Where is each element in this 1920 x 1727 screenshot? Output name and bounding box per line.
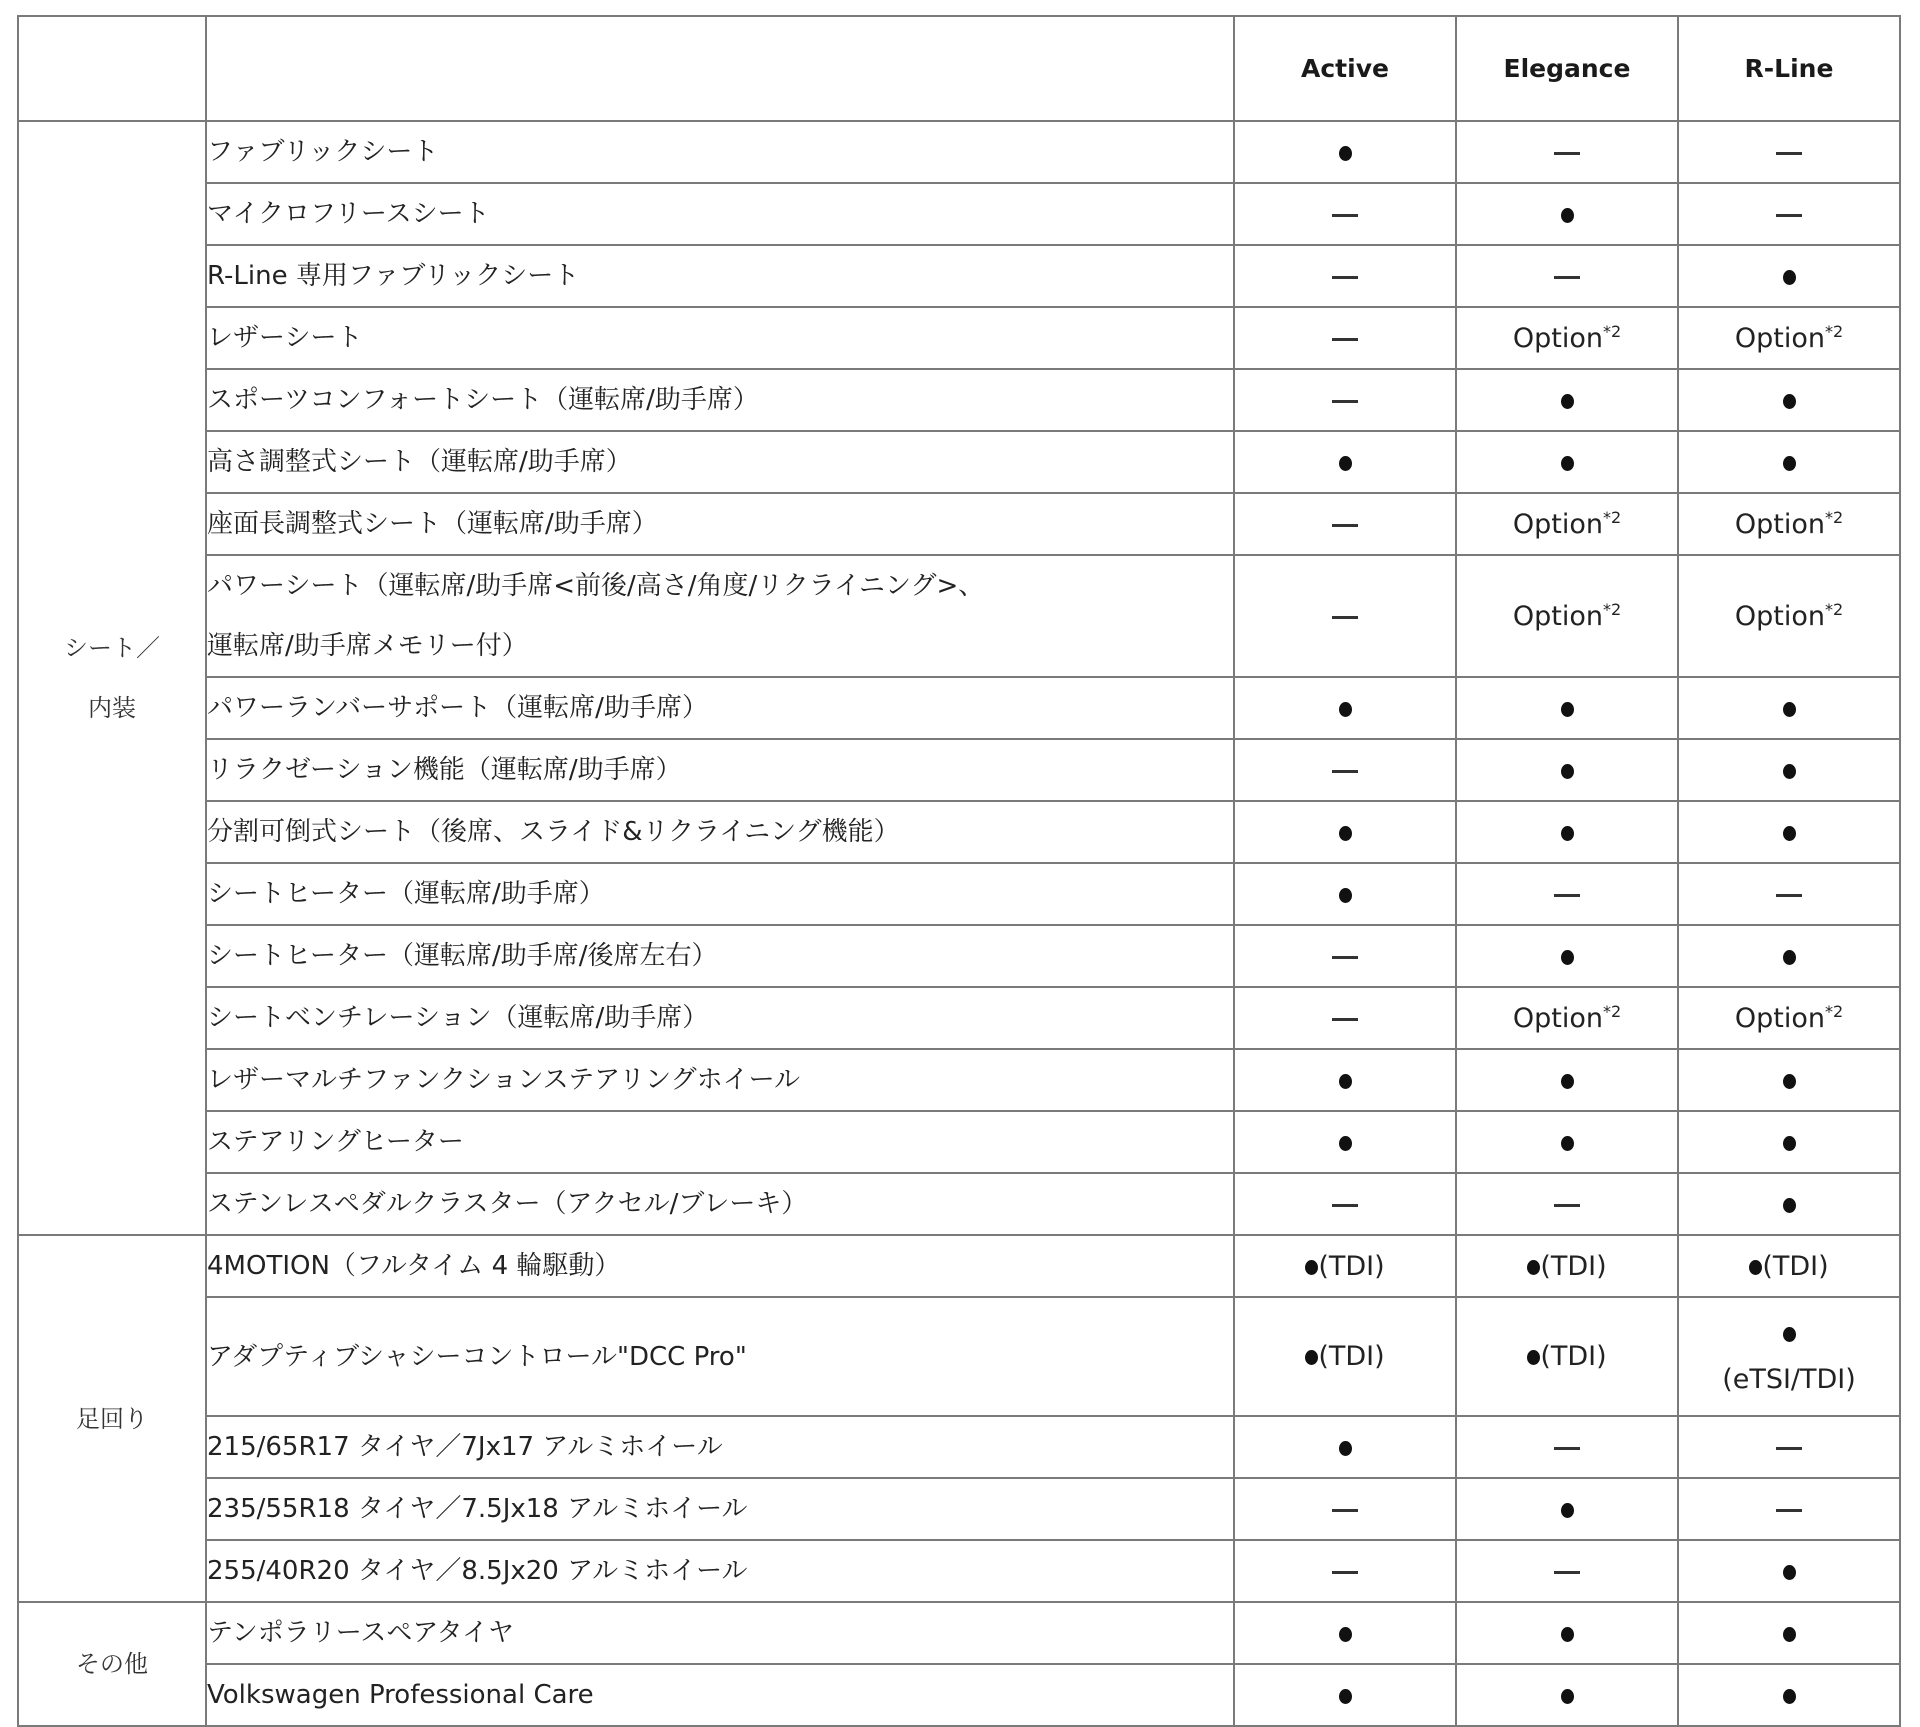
standard-dot-icon	[1561, 764, 1574, 779]
table-row	[18, 739, 1900, 801]
standard-dot-icon	[1783, 764, 1796, 779]
feature-name: 座面長調整式シート（運転席/助手席）	[207, 509, 658, 539]
grade-header-r-line: R-Line	[1678, 16, 1900, 121]
standard-dot-icon	[1561, 1689, 1574, 1704]
table-row	[18, 493, 1900, 555]
feature-name: シートヒーター（運転席/助手席）	[207, 879, 605, 909]
not-available-dash-icon	[1776, 214, 1802, 217]
value-cell-elegance	[1456, 1478, 1678, 1540]
standard-dot-icon	[1339, 826, 1352, 841]
value-cell-r-line	[1678, 1602, 1900, 1664]
table-row	[18, 1540, 1900, 1602]
value-cell-elegance	[1456, 801, 1678, 863]
category-label-line: 足回り	[76, 1404, 148, 1433]
option-label: Option$^{*2}$	[1734, 508, 1844, 540]
value-cell-active	[1234, 245, 1456, 307]
feature-name: レザーシート	[207, 323, 363, 353]
feature-name: 255/40R20 タイヤ／8.5Jx20 アルミホイール	[207, 1556, 748, 1586]
standard-dot-icon	[1783, 456, 1796, 471]
standard-dot-icon	[1783, 1689, 1796, 1704]
footnote-marker: *2	[1602, 1002, 1622, 1021]
footnote-marker: *2	[1602, 322, 1622, 341]
feature-name-cell	[206, 925, 1234, 987]
table-row	[18, 925, 1900, 987]
standard-dot-icon	[1561, 456, 1574, 471]
standard-dot-icon	[1561, 1503, 1574, 1518]
not-available-dash-icon	[1776, 1509, 1802, 1512]
value-cell-active	[1234, 987, 1456, 1049]
table-row	[18, 1111, 1900, 1173]
feature-name-cell	[206, 1602, 1234, 1664]
standard-dot-icon	[1339, 1627, 1352, 1642]
value-cell-active	[1234, 801, 1456, 863]
category-cell	[18, 1235, 206, 1602]
option-label: Option$^{*2}$	[1734, 1002, 1844, 1034]
value-cell-active	[1234, 1478, 1456, 1540]
engine-note: (TDI)	[1318, 1341, 1385, 1372]
value-cell-elegance	[1456, 987, 1678, 1049]
table-row	[18, 307, 1900, 369]
feature-name: シートヒーター（運転席/助手席/後席左右）	[207, 941, 718, 971]
value-cell-active	[1234, 121, 1456, 183]
feature-name-cell	[206, 245, 1234, 307]
not-available-dash-icon	[1332, 276, 1358, 279]
table-row	[18, 1173, 1900, 1235]
standard-dot-icon	[1561, 1136, 1574, 1151]
footnote-marker: *2	[1824, 508, 1844, 527]
header-row	[18, 16, 1900, 121]
value-cell-elegance	[1456, 1540, 1678, 1602]
feature-name-cell	[206, 1478, 1234, 1540]
table-row	[18, 1416, 1900, 1478]
not-available-dash-icon	[1332, 214, 1358, 217]
table-row	[18, 801, 1900, 863]
feature-name-line2: 運転席/助手席メモリー付）	[207, 631, 528, 661]
standard-dot-icon	[1339, 456, 1352, 471]
option-label: Option$^{*2}$	[1512, 600, 1622, 632]
not-available-dash-icon	[1554, 152, 1580, 155]
value-cell-r-line	[1678, 1297, 1900, 1416]
value-cell-active	[1234, 431, 1456, 493]
value-cell-r-line	[1678, 801, 1900, 863]
standard-dot-icon	[1561, 1627, 1574, 1642]
value-cell-active	[1234, 1173, 1456, 1235]
value-cell-r-line	[1678, 245, 1900, 307]
standard-dot-icon	[1561, 208, 1574, 223]
value-cell-r-line	[1678, 1664, 1900, 1726]
feature-name-cell	[206, 1540, 1234, 1602]
table-row	[18, 431, 1900, 493]
engine-note: (TDI)	[1318, 1250, 1385, 1282]
feature-name: Volkswagen Professional Care	[207, 1680, 594, 1710]
standard-dot-icon	[1783, 1136, 1796, 1151]
feature-name-cell	[206, 801, 1234, 863]
standard-dot-icon	[1783, 270, 1796, 285]
feature-name-cell	[206, 1664, 1234, 1726]
engine-note: (eTSI/TDI)	[1722, 1363, 1856, 1395]
feature-name-cell	[206, 1235, 1234, 1297]
category-label-line: 内装	[88, 694, 136, 722]
value-cell-r-line	[1678, 863, 1900, 925]
standard-dot-icon	[1339, 1441, 1352, 1456]
not-available-dash-icon	[1554, 1204, 1580, 1207]
standard-dot-icon	[1561, 826, 1574, 841]
value-cell-elegance	[1456, 245, 1678, 307]
feature-name-cell	[206, 493, 1234, 555]
not-available-dash-icon	[1332, 1509, 1358, 1512]
value-cell-active	[1234, 307, 1456, 369]
value-cell-r-line	[1678, 431, 1900, 493]
value-cell-active	[1234, 863, 1456, 925]
feature-name: 4MOTION（フルタイム 4 輪駆動）	[207, 1251, 621, 1281]
value-cell-r-line	[1678, 1416, 1900, 1478]
spec-body	[18, 121, 1900, 1726]
value-cell-elegance	[1456, 1235, 1678, 1297]
table-row	[18, 555, 1900, 677]
equipment-spec-table	[17, 15, 1901, 1727]
feature-name: ファブリックシート	[207, 137, 439, 167]
feature-name: パワーシート（運転席/助手席<前後/高さ/角度/リクライニング>、	[207, 571, 985, 601]
not-available-dash-icon	[1776, 1447, 1802, 1450]
footnote-marker: *2	[1824, 600, 1844, 619]
not-available-dash-icon	[1776, 894, 1802, 897]
option-label: Option$^{*2}$	[1734, 322, 1844, 354]
feature-name-cell	[206, 183, 1234, 245]
value-cell-r-line	[1678, 1540, 1900, 1602]
value-cell-active	[1234, 183, 1456, 245]
footnote-marker: *2	[1824, 1002, 1844, 1021]
feature-name: パワーランバーサポート（運転席/助手席）	[207, 693, 708, 723]
standard-dot-icon	[1561, 1074, 1574, 1089]
grade-header-active: Active	[1234, 16, 1456, 121]
not-available-dash-icon	[1332, 400, 1358, 403]
value-cell-r-line	[1678, 307, 1900, 369]
standard-dot-icon	[1305, 1350, 1318, 1365]
table-row	[18, 369, 1900, 431]
feature-name: シートベンチレーション（運転席/助手席）	[207, 1003, 709, 1033]
feature-name: ステンレスペダルクラスター（アクセル/ブレーキ）	[207, 1189, 808, 1219]
standard-dot-icon	[1527, 1350, 1540, 1365]
value-cell-elegance	[1456, 739, 1678, 801]
not-available-dash-icon	[1554, 1447, 1580, 1450]
value-cell-elegance	[1456, 307, 1678, 369]
value-cell-elegance	[1456, 369, 1678, 431]
value-cell-active	[1234, 677, 1456, 739]
feature-name-cell	[206, 555, 1234, 677]
option-label: Option$^{*2}$	[1512, 322, 1622, 354]
footnote-marker: *2	[1602, 600, 1622, 619]
standard-dot-icon	[1749, 1260, 1762, 1275]
value-cell-r-line	[1678, 987, 1900, 1049]
feature-name-cell	[206, 739, 1234, 801]
value-cell-elegance	[1456, 555, 1678, 677]
feature-name: テンポラリースペアタイヤ	[207, 1618, 515, 1648]
option-label: Option$^{*2}$	[1512, 1002, 1622, 1034]
option-label: Option$^{*2}$	[1734, 600, 1844, 632]
table-row	[18, 1602, 1900, 1664]
not-available-dash-icon	[1554, 276, 1580, 279]
standard-dot-icon	[1339, 702, 1352, 717]
table-row	[18, 863, 1900, 925]
table-row	[18, 1297, 1900, 1416]
value-cell-active	[1234, 925, 1456, 987]
value-cell-elegance	[1456, 121, 1678, 183]
feature-name-cell	[206, 1173, 1234, 1235]
feature-name-cell	[206, 1297, 1234, 1416]
value-cell-active	[1234, 1416, 1456, 1478]
standard-dot-icon	[1783, 702, 1796, 717]
feature-name-cell	[206, 863, 1234, 925]
standard-dot-icon	[1339, 146, 1352, 161]
feature-name: アダプティブシャシーコントロール"DCC Pro"	[207, 1341, 747, 1372]
not-available-dash-icon	[1332, 1018, 1358, 1021]
category-cell	[18, 1602, 206, 1726]
feature-name-cell	[206, 307, 1234, 369]
value-cell-active	[1234, 555, 1456, 677]
value-cell-active	[1234, 1602, 1456, 1664]
feature-name: レザーマルチファンクションステアリングホイール	[207, 1065, 801, 1095]
feature-name: スポーツコンフォートシート（運転席/助手席）	[207, 385, 759, 415]
footnote-marker: *2	[1602, 508, 1622, 527]
value-cell-elegance	[1456, 1416, 1678, 1478]
standard-dot-icon	[1561, 950, 1574, 965]
feature-name: 分割可倒式シート（後席、スライド&リクライニング機能）	[207, 817, 900, 847]
feature-name-cell	[206, 1111, 1234, 1173]
value-cell-active	[1234, 369, 1456, 431]
standard-dot-icon	[1561, 702, 1574, 717]
value-cell-active	[1234, 1297, 1456, 1416]
value-cell-r-line	[1678, 1173, 1900, 1235]
table-row	[18, 183, 1900, 245]
feature-name-cell	[206, 1049, 1234, 1111]
value-cell-elegance	[1456, 1049, 1678, 1111]
value-cell-r-line	[1678, 183, 1900, 245]
standard-dot-icon	[1783, 1074, 1796, 1089]
feature-name: 高さ調整式シート（運転席/助手席）	[207, 447, 632, 477]
feature-name: リラクゼーション機能（運転席/助手席）	[207, 755, 682, 785]
feature-name-cell	[206, 121, 1234, 183]
feature-name-cell	[206, 369, 1234, 431]
feature-name: ステアリングヒーター	[207, 1127, 464, 1157]
value-cell-r-line	[1678, 1049, 1900, 1111]
standard-dot-icon	[1339, 888, 1352, 903]
option-label: Option$^{*2}$	[1512, 508, 1622, 540]
table-row	[18, 987, 1900, 1049]
standard-dot-icon	[1783, 394, 1796, 409]
table-row	[18, 1235, 1900, 1297]
value-cell-r-line	[1678, 121, 1900, 183]
header-category-blank	[18, 16, 206, 121]
feature-name: 235/55R18 タイヤ／7.5Jx18 アルミホイール	[207, 1494, 748, 1524]
value-cell-r-line	[1678, 493, 1900, 555]
value-cell-active	[1234, 1111, 1456, 1173]
engine-note: (TDI)	[1540, 1341, 1607, 1372]
not-available-dash-icon	[1332, 338, 1358, 341]
not-available-dash-icon	[1554, 1571, 1580, 1574]
value-cell-active	[1234, 1664, 1456, 1726]
value-cell-elegance	[1456, 1297, 1678, 1416]
value-cell-elegance	[1456, 1173, 1678, 1235]
category-cell	[18, 121, 206, 1235]
feature-name-cell	[206, 1416, 1234, 1478]
not-available-dash-icon	[1554, 894, 1580, 897]
footnote-marker: *2	[1824, 322, 1844, 341]
standard-dot-icon	[1783, 950, 1796, 965]
table-row	[18, 245, 1900, 307]
standard-dot-icon	[1783, 1327, 1796, 1342]
not-available-dash-icon	[1332, 770, 1358, 773]
value-cell-r-line	[1678, 555, 1900, 677]
table-row	[18, 1478, 1900, 1540]
engine-note: (TDI)	[1540, 1250, 1607, 1282]
engine-note: (TDI)	[1762, 1250, 1829, 1282]
value-cell-active	[1234, 1235, 1456, 1297]
value-cell-elegance	[1456, 493, 1678, 555]
standard-dot-icon	[1783, 826, 1796, 841]
standard-dot-icon	[1339, 1136, 1352, 1151]
standard-dot-line	[1679, 1311, 1899, 1357]
value-cell-active	[1234, 739, 1456, 801]
value-cell-active	[1234, 493, 1456, 555]
table-row	[18, 1664, 1900, 1726]
not-available-dash-icon	[1332, 956, 1358, 959]
value-cell-elegance	[1456, 1111, 1678, 1173]
standard-dot-icon	[1561, 394, 1574, 409]
header-item-blank	[206, 16, 1234, 121]
not-available-dash-icon	[1332, 1571, 1358, 1574]
not-available-dash-icon	[1332, 1204, 1358, 1207]
standard-dot-icon	[1783, 1627, 1796, 1642]
value-cell-elegance	[1456, 925, 1678, 987]
standard-dot-icon	[1527, 1260, 1540, 1275]
standard-dot-icon	[1339, 1689, 1352, 1704]
feature-name: R-Line 専用ファブリックシート	[207, 261, 580, 291]
feature-name-cell	[206, 677, 1234, 739]
table-row	[18, 1049, 1900, 1111]
value-cell-elegance	[1456, 1664, 1678, 1726]
grade-header-elegance: Elegance	[1456, 16, 1678, 121]
value-cell-r-line	[1678, 739, 1900, 801]
value-cell-elegance	[1456, 431, 1678, 493]
value-cell-r-line	[1678, 677, 1900, 739]
value-cell-active	[1234, 1540, 1456, 1602]
standard-dot-icon	[1783, 1565, 1796, 1580]
not-available-dash-icon	[1332, 616, 1358, 619]
standard-dot-icon	[1339, 1074, 1352, 1089]
value-cell-r-line	[1678, 1235, 1900, 1297]
value-cell-r-line	[1678, 925, 1900, 987]
value-cell-r-line	[1678, 369, 1900, 431]
category-label-line: その他	[76, 1650, 148, 1678]
feature-name-cell	[206, 987, 1234, 1049]
category-label-line: シート／	[64, 634, 160, 662]
value-cell-r-line	[1678, 1111, 1900, 1173]
standard-dot-icon	[1305, 1260, 1318, 1275]
feature-name: マイクロフリースシート	[207, 199, 490, 229]
not-available-dash-icon	[1776, 152, 1802, 155]
not-available-dash-icon	[1332, 524, 1358, 527]
feature-name: 215/65R17 タイヤ／7Jx17 アルミホイール	[207, 1432, 723, 1462]
table-row	[18, 121, 1900, 183]
table-row	[18, 677, 1900, 739]
value-cell-elegance	[1456, 183, 1678, 245]
value-cell-elegance	[1456, 863, 1678, 925]
value-cell-elegance	[1456, 677, 1678, 739]
standard-dot-icon	[1783, 1198, 1796, 1213]
value-cell-r-line	[1678, 1478, 1900, 1540]
value-cell-active	[1234, 1049, 1456, 1111]
feature-name-cell	[206, 431, 1234, 493]
value-cell-elegance	[1456, 1602, 1678, 1664]
